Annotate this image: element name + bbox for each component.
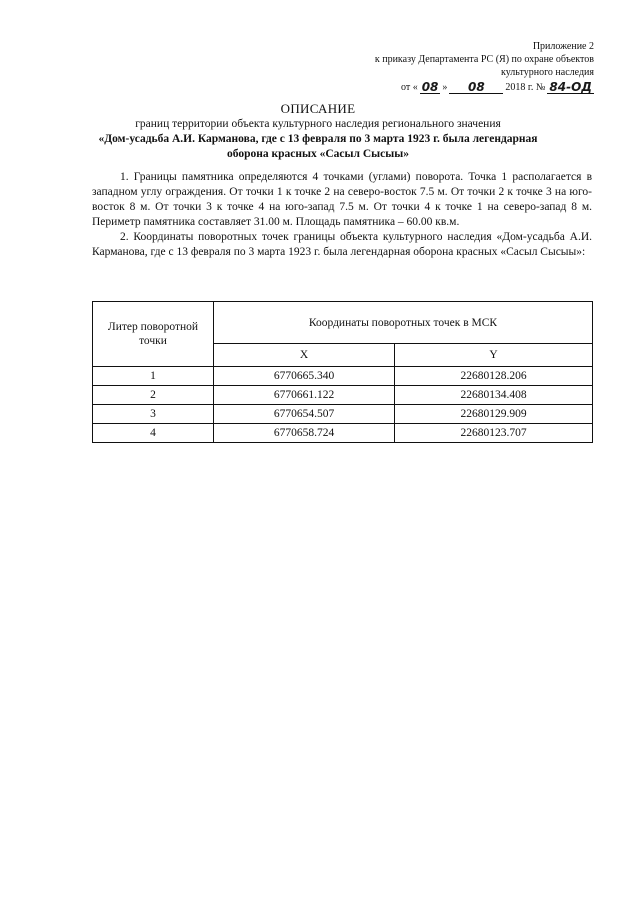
- header-x: X: [214, 344, 395, 367]
- cell-x: 6770665.340: [214, 367, 395, 386]
- cell-y: 22680129.909: [395, 405, 593, 424]
- cell-y: 22680123.707: [395, 424, 593, 443]
- header-point-label: Литер поворотной точки: [93, 302, 214, 367]
- cell-point: 1: [93, 367, 214, 386]
- object-name-line2: оборона красных «Сасыл Сысыы»: [227, 148, 409, 160]
- appendix-header: [294, 40, 594, 94]
- appendix-label: Приложение 2: [532, 41, 594, 52]
- order-reference-line2: культурного наследия: [501, 67, 594, 78]
- object-name-line1: «Дом-усадьба А.И. Карманова, где с 13 февраля по 3 марта 1923 г. была легендарная: [98, 133, 538, 145]
- header-y: Y: [395, 344, 593, 367]
- cell-x: 6770658.724: [214, 424, 395, 443]
- description-body: [92, 170, 592, 260]
- table-row: [93, 405, 593, 424]
- cell-y: 22680134.408: [395, 386, 593, 405]
- title-block: [80, 101, 556, 162]
- cell-point: 2: [93, 386, 214, 405]
- cell-x: 6770654.507: [214, 405, 395, 424]
- date-month-handwritten: 08: [449, 81, 503, 94]
- order-reference-line1: к приказу Департамента РС (Я) по охране объектов: [374, 54, 594, 65]
- document-subtitle: границ территории объекта культурного наследия регионального значения: [135, 118, 501, 130]
- cell-y: 22680128.206: [395, 367, 593, 386]
- table-row: [93, 386, 593, 405]
- header-coordinates: Координаты поворотных точек в МСК: [214, 302, 593, 344]
- coordinates-table: [92, 301, 593, 443]
- date-mid: »: [442, 82, 448, 93]
- cell-x: 6770661.122: [214, 386, 395, 405]
- cell-point: 3: [93, 405, 214, 424]
- order-date-line: [294, 81, 594, 94]
- date-year: 2018 г. №: [505, 82, 546, 93]
- date-day-handwritten: 08: [421, 80, 439, 94]
- order-number-handwritten: 84-ОД: [549, 80, 592, 94]
- paragraph-coordinates-intro: 2. Координаты поворотных точек границы объекта культурного наследия «Дом-усадьба А.И. Карманова, где с 13 февраля по 3 марта 1923 г. была легендарная оборона красных «Сасыл Сысыы»:: [92, 231, 592, 258]
- cell-point: 4: [93, 424, 214, 443]
- paragraph-boundaries: 1. Границы памятника определяются 4 точками (углами) поворота. Точка 1 располагается в западном углу ограждения. От точки 1 к точке 2 на северо-восток 7.5 м. От точки 2 к точке 3 на юго-восток 8 м. От точки 3 к точке 4 на юго-запад 7.5 м. От точки 4 к точке 1 на северо-запад 8 м. Периметр памятника составляет 31.00 м. Площадь памятника – 60.00 кв.м.: [92, 171, 592, 228]
- table-row: [93, 424, 593, 443]
- table-row: [93, 367, 593, 386]
- document-title: ОПИСАНИЕ: [280, 101, 356, 116]
- date-prefix: от «: [400, 82, 418, 93]
